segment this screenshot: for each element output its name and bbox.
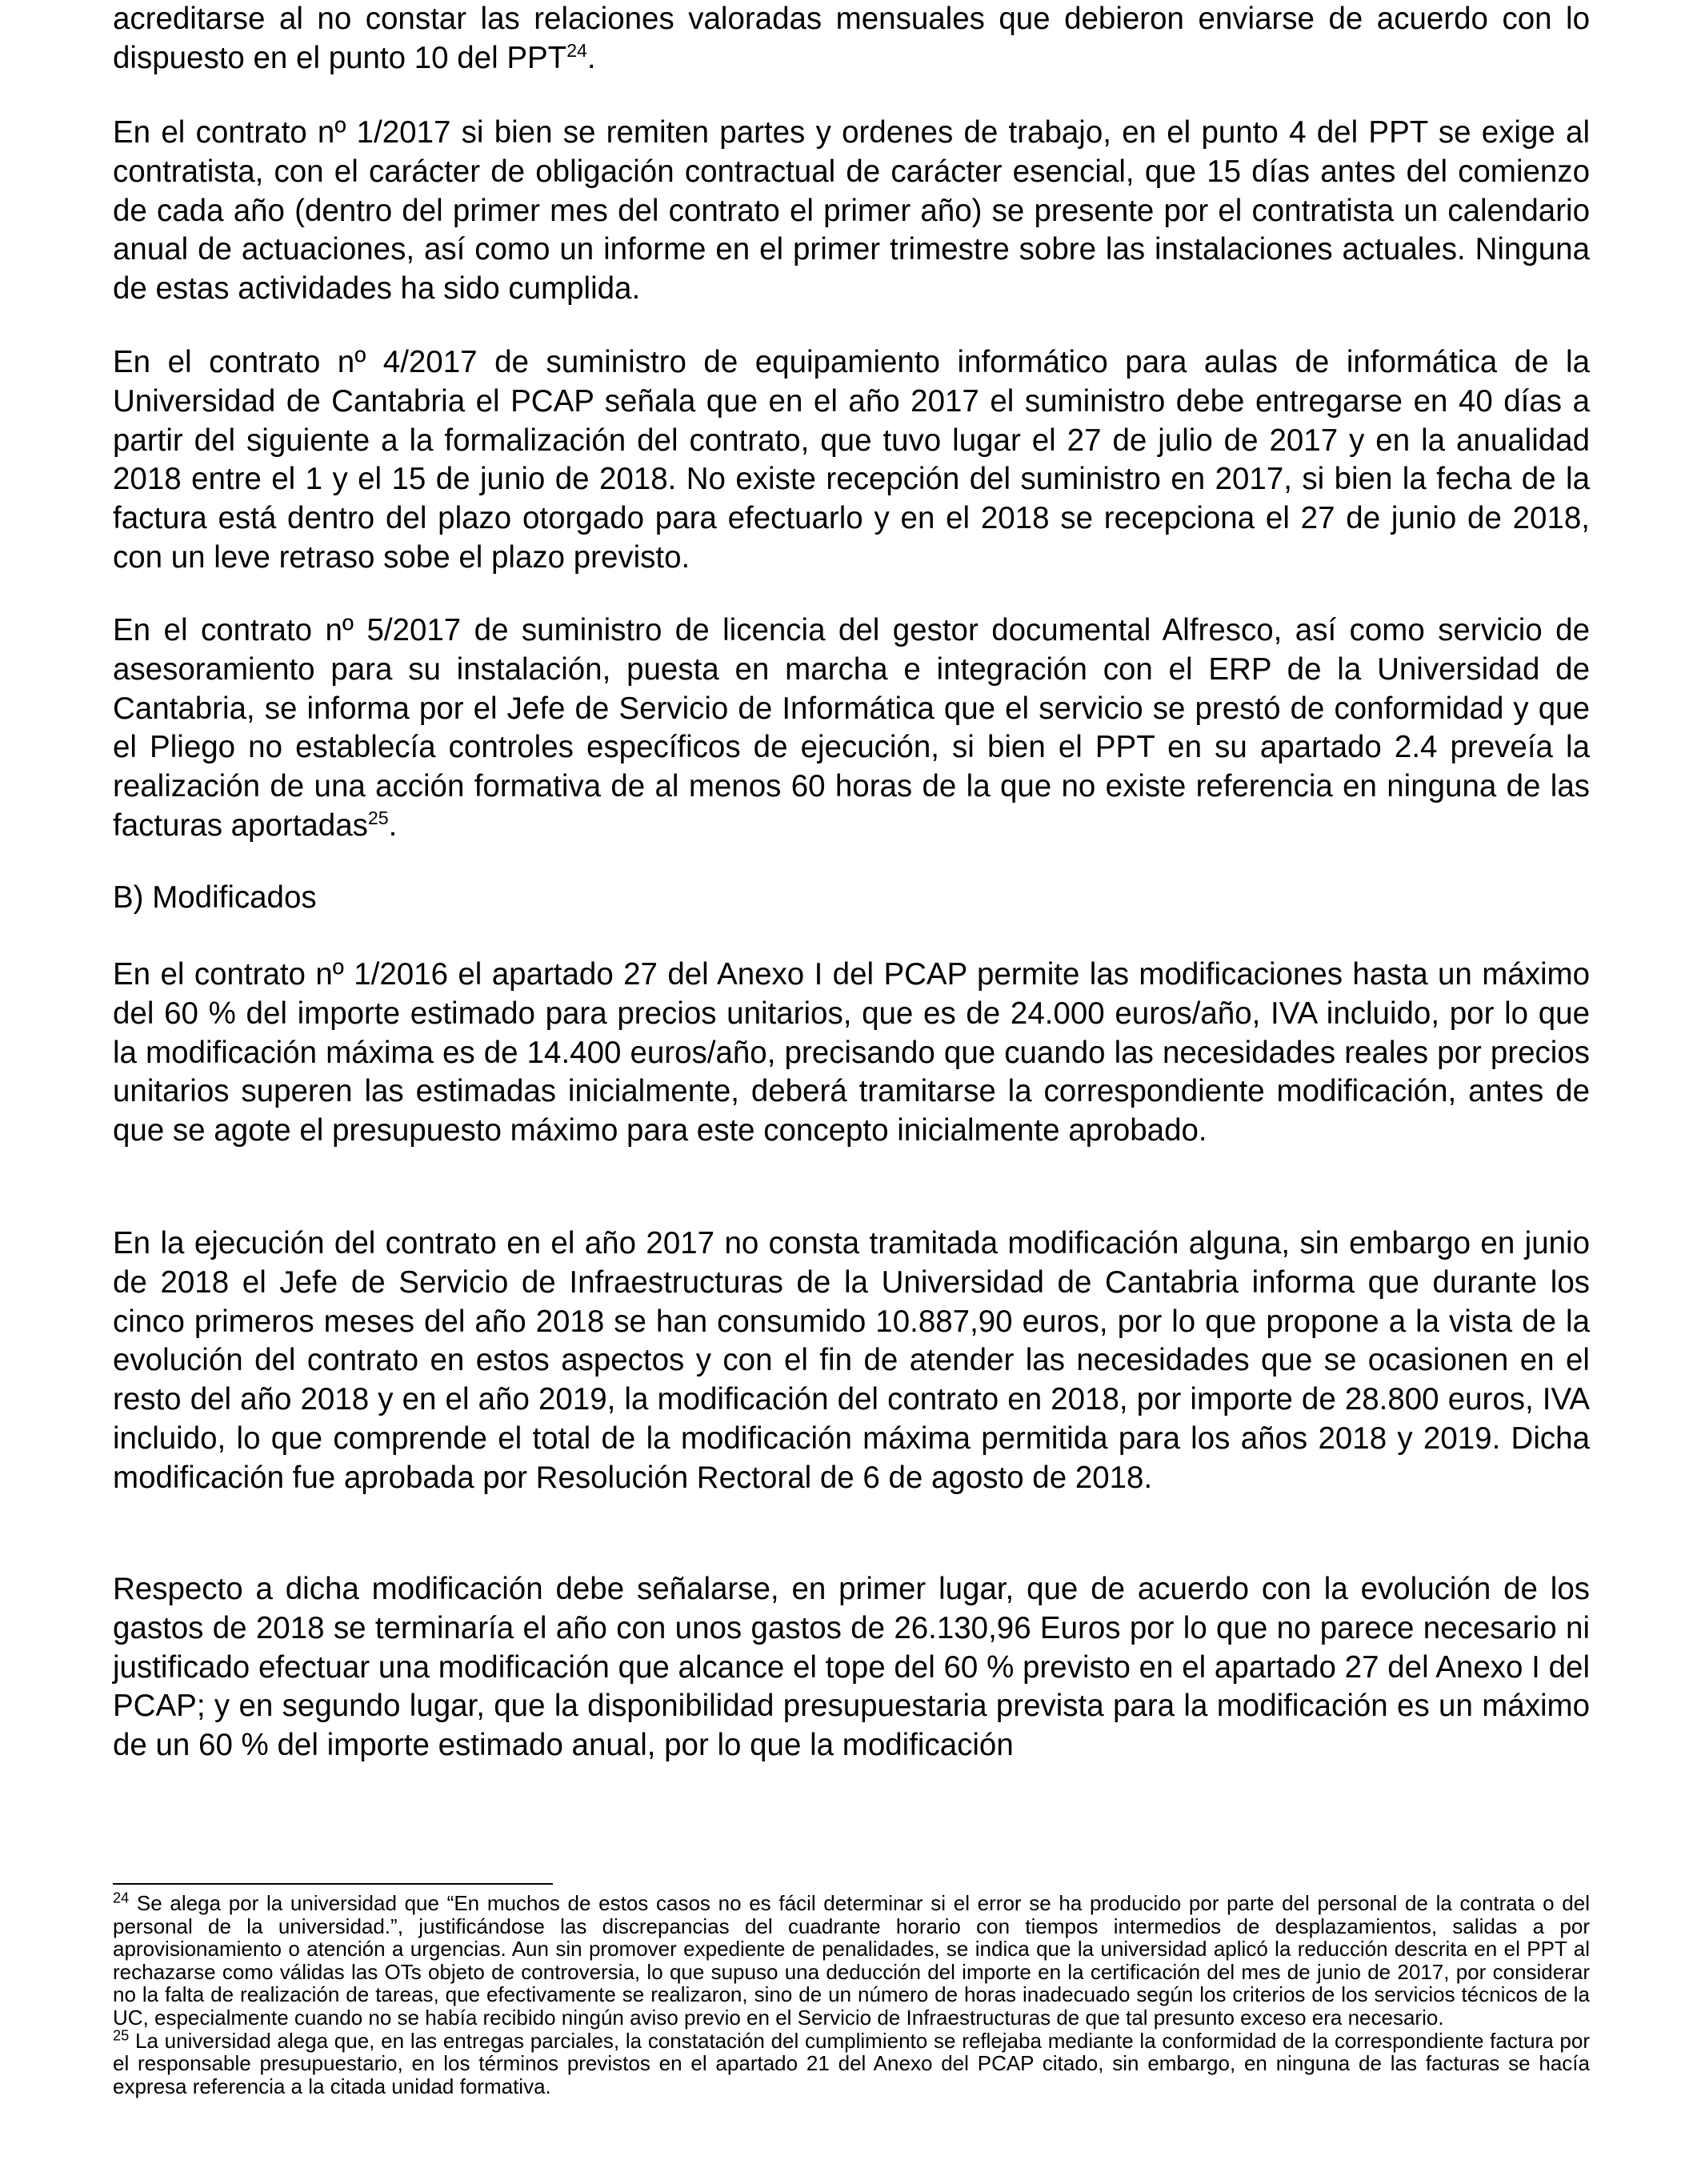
footnote-ref-24[interactable]: 24 <box>566 39 587 61</box>
paragraph-contrato-5-2017: En el contrato nº 5/2017 de suministro de licencia del gestor documental Alfresco, así como servicio de asesoramiento para su instalación, puesta en marcha e integración con el ERP de la Universidad de Cantabria, se informa por el Jefe de Servicio de Informática que el servicio se prestó de conformidad y que el Pliego no establecía controles específicos de ejecución, si bien el PPT en su apartado 2.4 preveía la realización de una acción formativa de al menos 60 horas de la que no existe referencia en ninguna de las facturas aportadas$^{25}$. <box>113 613 1590 843</box>
paragraph-contrato-1-2016: En el contrato nº 1/2016 el apartado 27 del Anexo I del PCAP permite las modificaciones hasta un máximo del 60 % del importe estimado para precios unitarios, que es de 24.000 euros/año, IVA incluido, por lo que la modificación máxima es de 14.400 euros/año, precisando que cuando las necesidades reales por precios unitarios superen las estimadas inicialmente, deberá tramitarse la correspondiente modificación, antes de que se agote el presupuesto máximo para este concepto inicialmente aprobado. <box>113 957 1590 1148</box>
footnote-number: 25 <box>113 2026 130 2043</box>
footnotes-section <box>113 1889 1590 2098</box>
section-heading-modificados: B) Modificados <box>113 880 317 915</box>
footnote-ref-25[interactable]: 25 <box>367 807 389 829</box>
paragraph-contrato-1-2017: En el contrato nº 1/2017 si bien se remiten partes y ordenes de trabajo, en el punto 4 del PPT se exige al contratista, con el carácter de obligación contractual de carácter esencial, que 15 días antes del comienzo de cada año (dentro del primer mes del contrato el primer año) se presente por el contratista un calendario anual de actuaciones, así como un informe en el primer trimestre sobre las instalaciones actuales. Ninguna de estas actividades ha sido cumplida. <box>113 115 1590 307</box>
paragraph-ejecucion-2017: En la ejecución del contrato en el año 2017 no consta tramitada modificación alguna, sin embargo en junio de 2018 el Jefe de Servicio de Infraestructuras de la Universidad de Cantabria informa que durante los cinco primeros meses del año 2018 se han consumido 10.887,90 euros, por lo que propone a la vista de la evolución del contrato en estos aspectos y con el fin de atender las necesidades que se ocasionen en el resto del año 2018 y en el año 2019, la modificación del contrato en 2018, por importe de 28.800 euros, IVA incluido, lo que comprende el total de la modificación máxima permitida para los años 2018 y 2019. Dicha modificación fue aprobada por Resolución Rectoral de 6 de agosto de 2018. <box>113 1226 1590 1495</box>
paragraph-respecto-modificacion: Respecto a dicha modificación debe señalarse, en primer lugar, que de acuerdo con la evolución de los gastos de 2018 se terminaría el año con unos gastos de 26.130,96 Euros por lo que no parece necesario ni justificado efectuar una modificación que alcance el tope del 60 % previsto en el apartado 27 del Anexo I del PCAP; y en segundo lugar, que la disponibilidad presupuestaria prevista para la modificación es un máximo de un 60 % del importe estimado anual, por lo que la modificación <box>113 1572 1590 1763</box>
footnote-number: 24 <box>113 1889 130 1906</box>
paragraph-contrato-4-2017: En el contrato nº 4/2017 de suministro de equipamiento informático para aulas de informática de la Universidad de Cantabria el PCAP señala que en el año 2017 el suministro debe entregarse en 40 días a partir del siguiente a la formalización del contrato, que tuvo lugar el 27 de julio de 2017 y en la anualidad 2018 entre el 1 y el 15 de junio de 2018. No existe recepción del suministro en 2017, si bien la fecha de la factura está dentro del plazo otorgado para efectuarlo y en el 2018 se recepciona el 27 de junio de 2018, con un leve retraso sobe el plazo previsto. <box>113 345 1590 575</box>
footnote-separator <box>113 1883 553 1885</box>
footnote-25: $^{25}$ La universidad alega que, en las entregas parciales, la constatación del cumplimiento se reflejaba mediante la conformidad de la correspondiente factura por el responsable presupuestario, en los términos previstos en el apartado 21 del Anexo del PCAP citado, sin embargo, en ninguna de las facturas se hacía expresa referencia a la citada unidad formativa. <box>113 2026 1590 2098</box>
document-page <box>113 0 1590 2184</box>
paragraph-continuation: acreditarse al no constar las relaciones valoradas mensuales que debieron enviarse de acuerdo con lo dispuesto en el punto 10 del PPT$^{24}$. <box>113 2 1590 75</box>
footnote-24: $^{24}$ Se alega por la universidad que “En muchos de estos casos no es fácil determinar si el error se ha producido por parte del personal de la contrata o del personal de la universidad.”, justificándose las discrepancias del cuadrante horario con tiempos intermedios de desplazamientos, salidas a por aprovisionamiento o atención a urgencias. Aun sin promover expediente de penalidades, se indica que la universidad aplicó la reducción descrita en el PPT al rechazarse como válidas las OTs objeto de controversia, lo que supuso una deducción del importe en la certificación del mes de junio de 2017, por considerar no la falta de realización de tareas, que efectivamente se realizaron, sino de un número de horas inadecuado según los criterios de los servicios técnicos de la UC, especialmente cuando no se había recibido ningún aviso previo en el Servicio de Infraestructuras de que tal presunto exceso era necesario. <box>113 1889 1590 2030</box>
